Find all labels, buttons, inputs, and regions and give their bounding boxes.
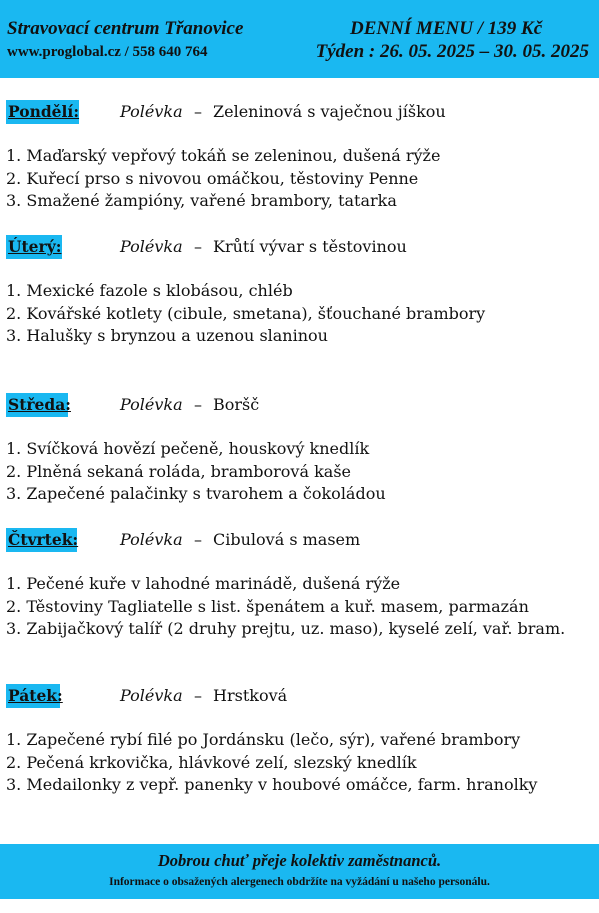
soup-dash: – xyxy=(194,395,202,414)
allergen-note: Informace o obsažených alergenech obdržíte na vyžádání u našeho personálu. xyxy=(109,876,490,888)
soup-dash: – xyxy=(194,237,202,256)
soup-dash: – xyxy=(194,102,202,121)
canteen-title: Stravovací centrum Třanovice xyxy=(7,18,244,39)
contact-info: www.proglobal.cz / 558 640 764 xyxy=(7,44,208,60)
dish-item: 2. Pečená krkovička, hlávkové zelí, slezský knedlík xyxy=(6,752,417,772)
dish-item: 3. Medailonky z vepř. panenky v houbové omáčce, farm. hranolky xyxy=(6,775,538,794)
dish-item: 3. Halušky s brynzou a uzenou slaninou xyxy=(6,326,328,345)
soup-label: Polévka xyxy=(120,237,183,256)
day-label: Středa: xyxy=(6,393,68,417)
day-label: Pátek: xyxy=(6,684,60,708)
dish-item: 2. Kovářské kotlety (cibule, smetana), šťouchané brambory xyxy=(6,303,486,323)
dish-list xyxy=(6,438,386,506)
soup-label: Polévka xyxy=(120,530,183,549)
footer-banner xyxy=(0,844,599,899)
soup-dash: – xyxy=(194,530,202,549)
day-label: Úterý: xyxy=(6,235,62,259)
dish-item: 1. Maďarský vepřový tokáň se zeleninou, dušená rýže xyxy=(6,146,441,165)
dish-list xyxy=(6,573,565,641)
dish-item: 3. Smažené žampióny, vařené brambory, tatarka xyxy=(6,191,397,210)
soup-label: Polévka xyxy=(120,395,183,414)
soup-dash: – xyxy=(194,686,202,705)
dish-item: 1. Zapečené rybí filé po Jordánsku (lečo, sýr), vařené brambory xyxy=(6,730,521,749)
day-label: Pondělí: xyxy=(6,100,79,124)
dish-item: 2. Těstoviny Tagliatelle s list. špenátem a kuř. masem, parmazán xyxy=(6,596,529,616)
soup-name: Zeleninová s vaječnou jíškou xyxy=(213,102,446,121)
dish-item: 1. Svíčková hovězí pečeně, houskový knedlík xyxy=(6,439,370,458)
day-label: Čtvrtek: xyxy=(6,528,77,552)
dish-list xyxy=(6,145,440,213)
dish-item: 3. Zabijačkový talíř (2 druhy prejtu, uz. maso), kyselé zelí, vař. bram. xyxy=(6,619,566,638)
day-section-friday xyxy=(0,684,599,794)
day-section-tuesday xyxy=(0,235,599,345)
dish-list xyxy=(6,280,485,348)
dish-item: 1. Mexické fazole s klobásou, chléb xyxy=(6,281,293,300)
day-section-thursday xyxy=(0,528,599,638)
footer-greeting: Dobrou chuť přeje kolektiv zaměstnanců. xyxy=(157,851,442,870)
soup-label: Polévka xyxy=(120,686,183,705)
soup-name: Krůtí vývar s těstovinou xyxy=(213,237,407,256)
dish-item: 2. Kuřecí prso s nivovou omáčkou, těstoviny Penne xyxy=(6,168,419,188)
week-range: Týden : 26. 05. 2025 – 30. 05. 2025 xyxy=(315,41,589,62)
dish-item: 1. Pečené kuře v lahodné marinádě, dušená rýže xyxy=(6,574,401,593)
soup-name: Boršč xyxy=(213,395,260,414)
dish-list xyxy=(6,729,537,797)
dish-item: 3. Zapečené palačinky s tvarohem a čokoládou xyxy=(6,484,386,503)
soup-label: Polévka xyxy=(120,102,183,121)
dish-item: 2. Plněná sekaná roláda, bramborová kaše xyxy=(6,461,352,481)
day-section-wednesday xyxy=(0,393,599,503)
header-banner xyxy=(0,0,599,78)
soup-name: Cibulová s masem xyxy=(213,530,361,549)
soup-name: Hrstková xyxy=(213,686,288,705)
menu-title: DENNÍ MENU / 139 Kč xyxy=(350,18,543,39)
day-section-monday xyxy=(0,100,599,210)
